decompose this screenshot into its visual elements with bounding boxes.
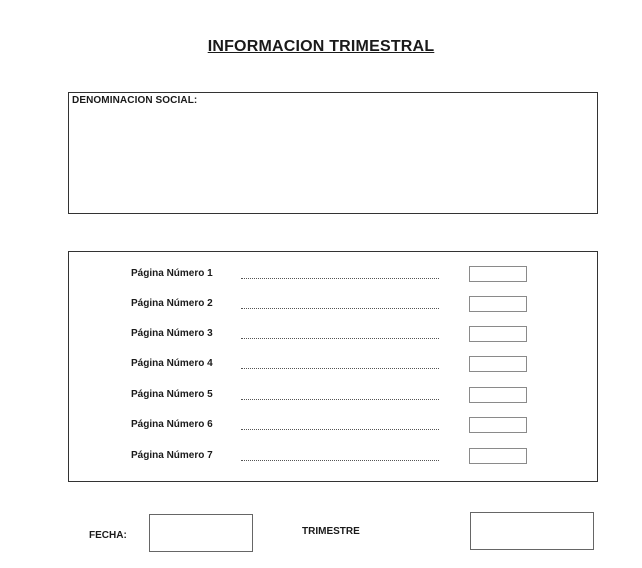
page-label-3: Página Número 3 xyxy=(131,328,213,339)
page-number-field-6[interactable] xyxy=(469,417,527,433)
trimestre-label: TRIMESTRE xyxy=(302,526,360,537)
dotted-leader xyxy=(241,338,439,339)
page-row-5 xyxy=(131,387,551,405)
dotted-leader xyxy=(241,429,439,430)
page-number-field-1[interactable] xyxy=(469,266,527,282)
page-row-3 xyxy=(131,326,551,344)
page-number-field-2[interactable] xyxy=(469,296,527,312)
page-number-field-3[interactable] xyxy=(469,326,527,342)
page-number-field-5[interactable] xyxy=(469,387,527,403)
page-number-field-4[interactable] xyxy=(469,356,527,372)
dotted-leader xyxy=(241,460,439,461)
document-title: INFORMACION TRIMESTRAL xyxy=(207,38,435,55)
page-label-6: Página Número 6 xyxy=(131,419,213,430)
page-label-2: Página Número 2 xyxy=(131,298,213,309)
fecha-label: FECHA: xyxy=(89,530,127,541)
page-row-7 xyxy=(131,448,551,466)
dotted-leader xyxy=(241,368,439,369)
page-number-field-7[interactable] xyxy=(469,448,527,464)
trimestre-field[interactable] xyxy=(470,512,594,550)
denominacion-social-label: DENOMINACION SOCIAL: xyxy=(72,95,198,106)
denominacion-social-box[interactable] xyxy=(68,92,598,214)
dotted-leader xyxy=(241,308,439,309)
page-numbers-box xyxy=(68,251,598,482)
page-row-2 xyxy=(131,296,551,314)
page-row-6 xyxy=(131,417,551,435)
dotted-leader xyxy=(241,399,439,400)
dotted-leader xyxy=(241,278,439,279)
page-label-7: Página Número 7 xyxy=(131,450,213,461)
page-label-1: Página Número 1 xyxy=(131,268,213,279)
page-label-5: Página Número 5 xyxy=(131,389,213,400)
page-row-4 xyxy=(131,356,551,374)
fecha-field[interactable] xyxy=(149,514,253,552)
page-label-4: Página Número 4 xyxy=(131,358,213,369)
page-row-1 xyxy=(131,266,551,284)
